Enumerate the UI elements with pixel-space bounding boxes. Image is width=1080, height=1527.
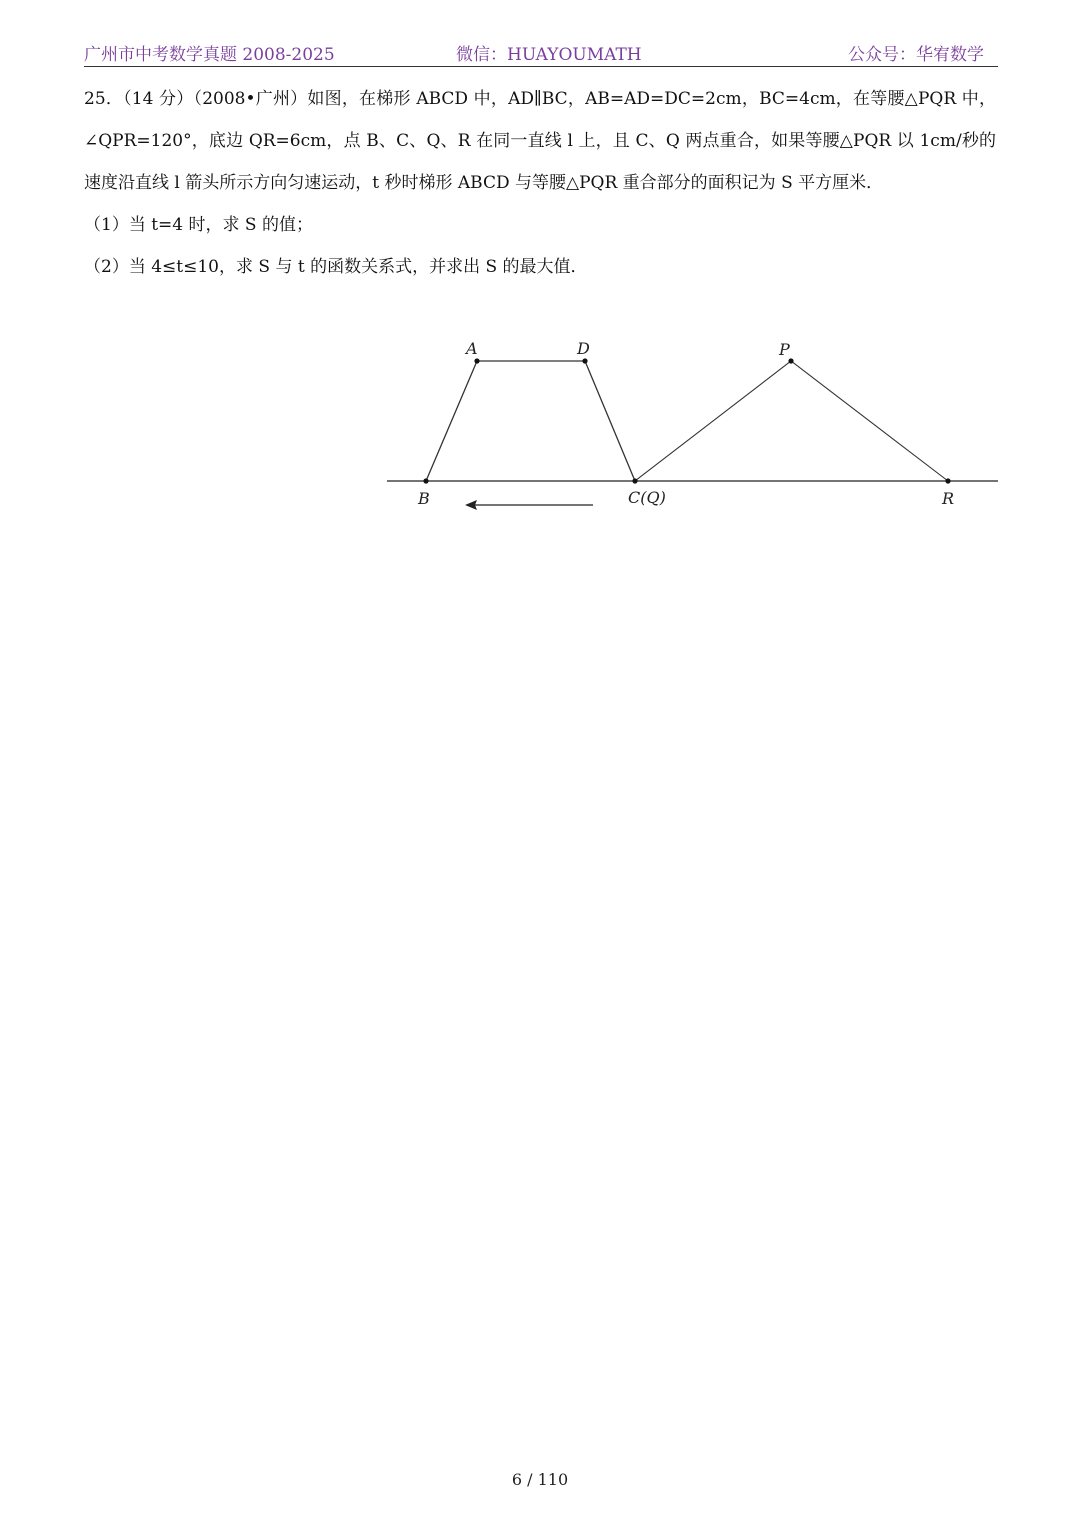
trapezoid-abcd [426,361,635,481]
label-p: P [779,340,790,359]
label-d: D [577,339,590,358]
question-text: 25．（14 分）（2008•广州）如图，在梯形 ABCD 中，AD∥BC，AB=AD=DC=2cm，BC=4cm，在等腰△PQR 中，∠QPR=120°，底边 QR=6cm，点 B、C、Q、R 在同一直线 l 上，且 C、Q 两点重合，如果等腰△PQR 以 1cm/秒的速度沿直线 l 箭头所示方向匀速运动，t 秒时梯形 ABCD 与等腰△PQR 重合部分的面积记为 S 平方厘米． [84,89,996,193]
geometry-figure [385,338,1000,518]
point-b [423,478,428,483]
label-a: A [466,339,478,358]
header-wechat: 微信：HUAYOUMATH [456,45,642,65]
header-title: 广州市中考数学真题 2008-2025 [84,45,335,65]
page-number: 6 / 110 [511,1470,569,1489]
point-d [582,358,587,363]
header-account: 公众号：华宥数学 [848,45,984,65]
point-c [632,478,637,483]
page-header [84,36,998,67]
label-r: R [942,489,955,508]
question-part-2: （2）当 4≤t≤10，求 S 与 t 的函数关系式，并求出 S 的最大值． [84,257,588,277]
label-b: B [418,489,430,508]
question-block [84,78,996,288]
triangle-pqr [635,361,948,481]
point-r [945,478,950,483]
figure-svg [385,338,1000,518]
point-a [474,358,479,363]
question-part-1: （1）当 t=4 时，求 S 的值； [84,215,313,235]
point-p [788,358,793,363]
label-cq: C(Q) [628,488,666,507]
